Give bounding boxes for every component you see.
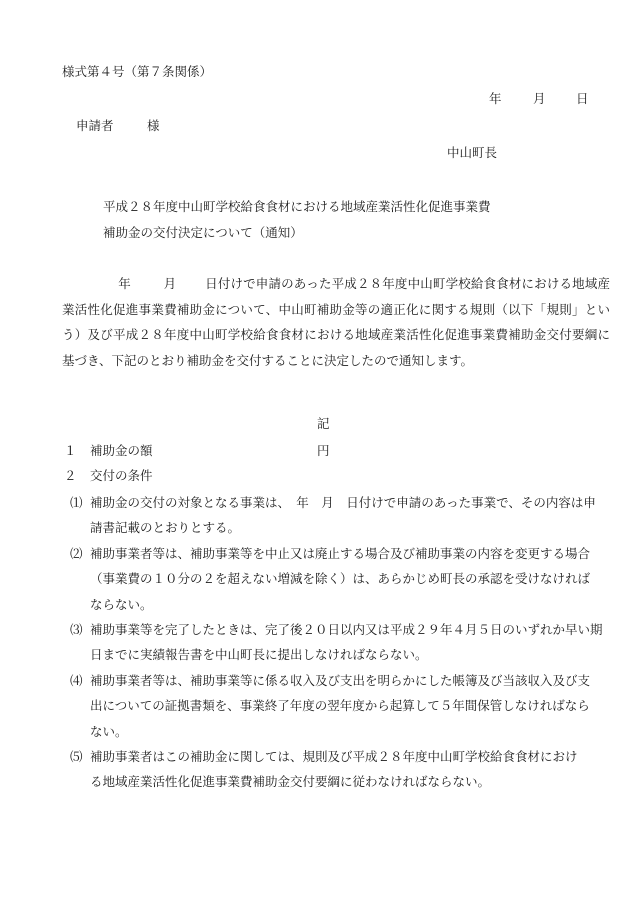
body-paragraph [62, 271, 610, 373]
date-year: 年 [489, 91, 502, 106]
document-title-line1: 平成２８年度中山町学校給食食材における地域産業活性化促進事業費 [103, 199, 491, 214]
item1-number: １ [64, 443, 77, 458]
applicant-honorific: 様 [147, 118, 160, 133]
date-day: 日 [576, 91, 589, 106]
body-year: 年 [118, 276, 131, 291]
item1-unit: 円 [317, 443, 330, 458]
form-label: 様式第４号（第７条関係） [62, 64, 213, 79]
condition-1-text: 補助金の交付の対象となる事業は、 年 月 日付けで申請のあった事業で、その内容は申請書記載のとおりとする。 [90, 495, 596, 536]
condition-2-text: 補助事業者等は、補助事業等を中止又は廃止する場合及び補助事業の内容を変更する場合（事業費の１０分の２を超えない増減を除く）は、あらかじめ町長の承認を受けなければならない。 [90, 546, 591, 612]
condition-3-text: 補助事業等を完了したときは、完了後２０日以内又は平成２９年４月５日のいずれか早い期日までに実績報告書を中山町長に提出しなければならない。 [90, 622, 603, 663]
body-text: 日付けで申請のあった平成２８年度中山町学校給食食材における地域産業活性化促進事業費補助金について、中山町補助金等の適正化に関する規則（以下「規則」という）及び平成２８年度中山町学校給食食材における地域産業活性化促進事業費補助金交付要綱に基づき、下記のとおり補助金を交付することに決定したので通知します。 [62, 276, 610, 368]
condition-3-number: ⑶ [70, 622, 83, 637]
issuer-name: 中山町長 [447, 145, 498, 160]
condition-5 [70, 744, 585, 795]
condition-3 [70, 617, 605, 668]
item2-label: 交付の条件 [90, 468, 153, 483]
condition-1-number: ⑴ [70, 495, 83, 510]
condition-5-text: 補助事業者はこの補助金に関しては、規則及び平成２８年度中山町学校給食食材における地域産業活性化促進事業費補助金交付要綱に従わなければならない。 [90, 749, 578, 790]
ki-marker: 記 [317, 416, 330, 431]
condition-2 [70, 541, 590, 617]
item2-number: ２ [64, 468, 77, 483]
condition-1 [70, 490, 605, 541]
condition-4-text: 補助事業者等は、補助事業等に係る収入及び支出を明らかにした帳簿及び当該収入及び支出についての証拠書類を、事業終了年度の翌年度から起算して５年間保管しなければならない。 [90, 673, 591, 739]
condition-4 [70, 668, 595, 744]
date-month: 月 [533, 91, 546, 106]
applicant-label: 申請者 [76, 118, 114, 133]
body-month: 月 [163, 276, 177, 291]
condition-4-number: ⑷ [70, 673, 83, 688]
document-title-line2: 補助金の交付決定について（通知） [103, 225, 303, 240]
condition-5-number: ⑸ [70, 749, 83, 764]
item1-label: 補助金の額 [90, 443, 153, 458]
condition-2-number: ⑵ [70, 546, 83, 561]
